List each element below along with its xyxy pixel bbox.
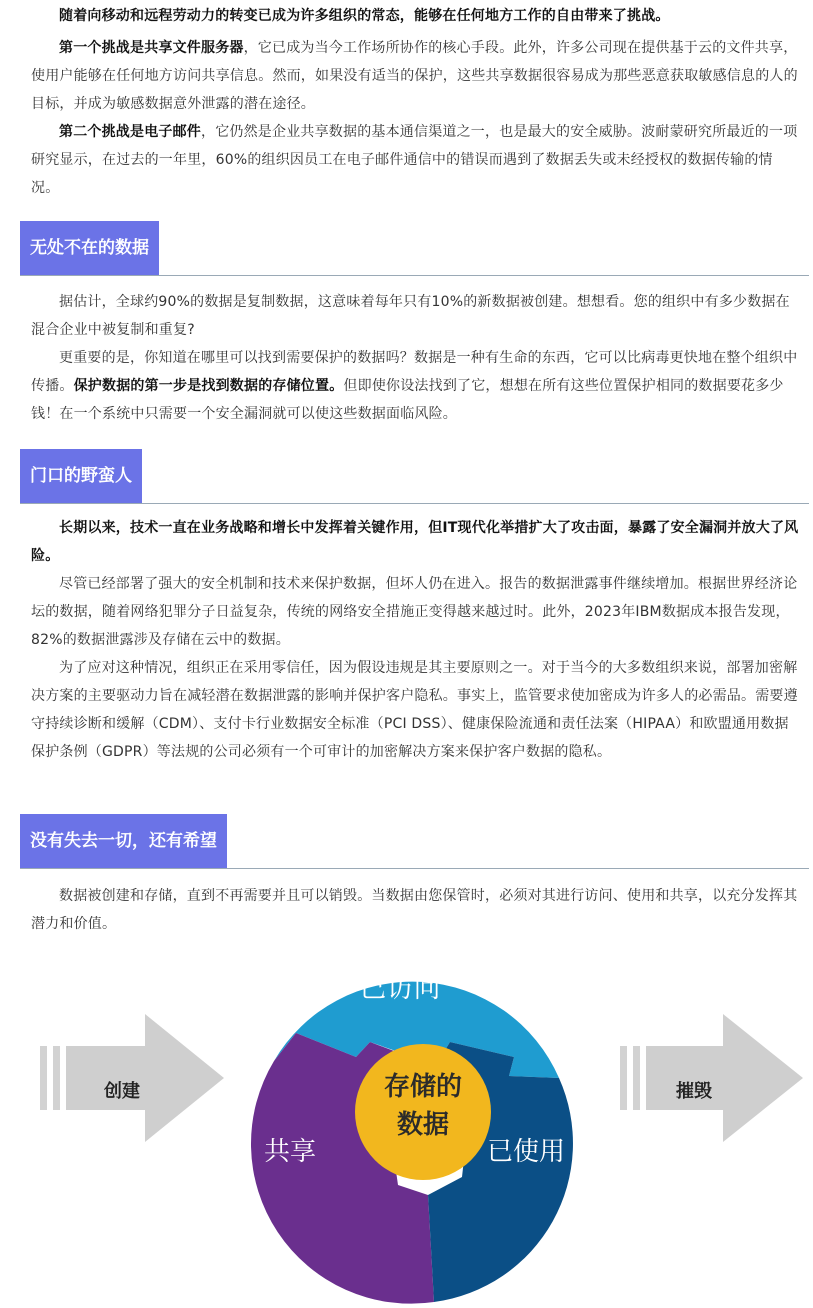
section-divider [20, 868, 809, 869]
data-lifecycle-diagram [0, 945, 813, 1308]
center-label-line1: 存储的 [383, 1072, 463, 1102]
section-divider [20, 503, 809, 504]
section-title: 没有失去一切，还有希望 [20, 814, 227, 868]
section-header-barbarians [20, 449, 809, 505]
intro-bold-line: 随着向移动和远程劳动力的转变已成为许多组织的常态，能够在任何地方工作的自由带来了挑战。 [59, 8, 670, 24]
shared-label: 共享 [263, 1137, 317, 1167]
destroy-arrow [620, 1014, 803, 1142]
section1-paragraph-1: 据估计，全球约90%的数据是复制数据，这意味着每年只有10%的新数据被创建。想想看。您的组织中有多少数据在混合企业中被复制和重复? [31, 294, 790, 338]
intro-p1-text: ，它已成为当今工作场所协作的核心手段。此外，许多公司现在提供基于云的文件共享，使用户能够在任何地方访问共享信息。然而，如果没有适当的保护，这些共享数据很容易成为那些恶意获取敏感信息的人的目标，并成为敏感数据意外泄露的潜在途径。 [31, 40, 798, 112]
intro-p1-bold: 第一个挑战是共享文件服务器 [59, 40, 244, 56]
section-title: 门口的野蛮人 [20, 449, 142, 503]
section-divider [20, 275, 809, 276]
destroy-label: 摧毁 [676, 1081, 712, 1102]
section1-paragraph-2 [31, 344, 799, 428]
section2-paragraph-2: 尽管已经部署了强大的安全机制和技术来保护数据，但坏人仍在进入。报告的数据泄露事件继续增加。根据世界经济论坛的数据，随着网络犯罪分子日益复杂，传统的网络安全措施正变得越来越过时。此外，2023年IBM数据成本报告发现，82%的数据泄露涉及存储在云中的数据。 [31, 576, 798, 648]
create-arrow [40, 1014, 224, 1142]
intro-paragraph-2 [31, 118, 799, 202]
intro-paragraph-1 [31, 34, 799, 118]
intro-p2-text: ，它仍然是企业共享数据的基本通信渠道之一，也是最大的安全威胁。波耐蒙研究所最近的一项研究显示，在过去的一年里，60%的组织因员工在电子邮件通信中的错误而遇到了数据丢失或未经授权的数据传输的情况。 [31, 124, 798, 196]
section2-paragraph-3: 为了应对这种情况，组织正在采用零信任，因为假设违规是其主要原则之一。对于当今的大多数组织来说，部署加密解决方案的主要驱动力旨在减轻潜在数据泄露的影响并保护客户隐私。事实上，监管要求使加密成为许多人的必需品。需要遵守持续诊断和缓解（CDM）、支付卡行业数据安全标准（PCI DSS）、健康保险流通和责任法案（HIPAA）和欧盟通用数据保护条例（GDPR）等法规的公司必须有一个可审计的加密解决方案来保护客户数据的隐私。 [31, 660, 798, 760]
center-label-line2: 数据 [396, 1110, 450, 1140]
section1-p2-bold: 保护数据的第一步是找到数据的存储位置。 [73, 378, 344, 394]
intro-p2-bold: 第二个挑战是电子邮件 [59, 124, 201, 140]
section2-bold-paragraph: 长期以来，技术一直在业务战略和增长中发挥着关键作用，但IT现代化举措扩大了攻击面，暴露了安全漏洞并放大了风险。 [31, 520, 799, 564]
section-title: 无处不在的数据 [20, 221, 159, 275]
accessed-label: 已访问 [359, 973, 441, 1004]
section-header-hope [20, 814, 809, 870]
section3-paragraph-1: 数据被创建和存储，直到不再需要并且可以销毁。当数据由您保管时，必须对其进行访问、使用和共享，以充分发挥其潜力和价值。 [31, 888, 798, 932]
section-header-ubiquitous-data [20, 221, 809, 277]
section1-p2-text-b: 但即使你设法找到了它，想想在所有这些位置保护相同的数据要花多少钱！在一个系统中只需要一个安全漏洞就可以使这些数据面临风险。 [31, 378, 784, 422]
create-label: 创建 [104, 1081, 140, 1102]
used-label: 已使用 [486, 1137, 566, 1167]
section1-p2-text-a: 更重要的是，你知道在哪里可以找到需要保护的数据吗？数据是一种有生命的东西，它可以比病毒更快地在整个组织中传播。 [31, 350, 798, 394]
